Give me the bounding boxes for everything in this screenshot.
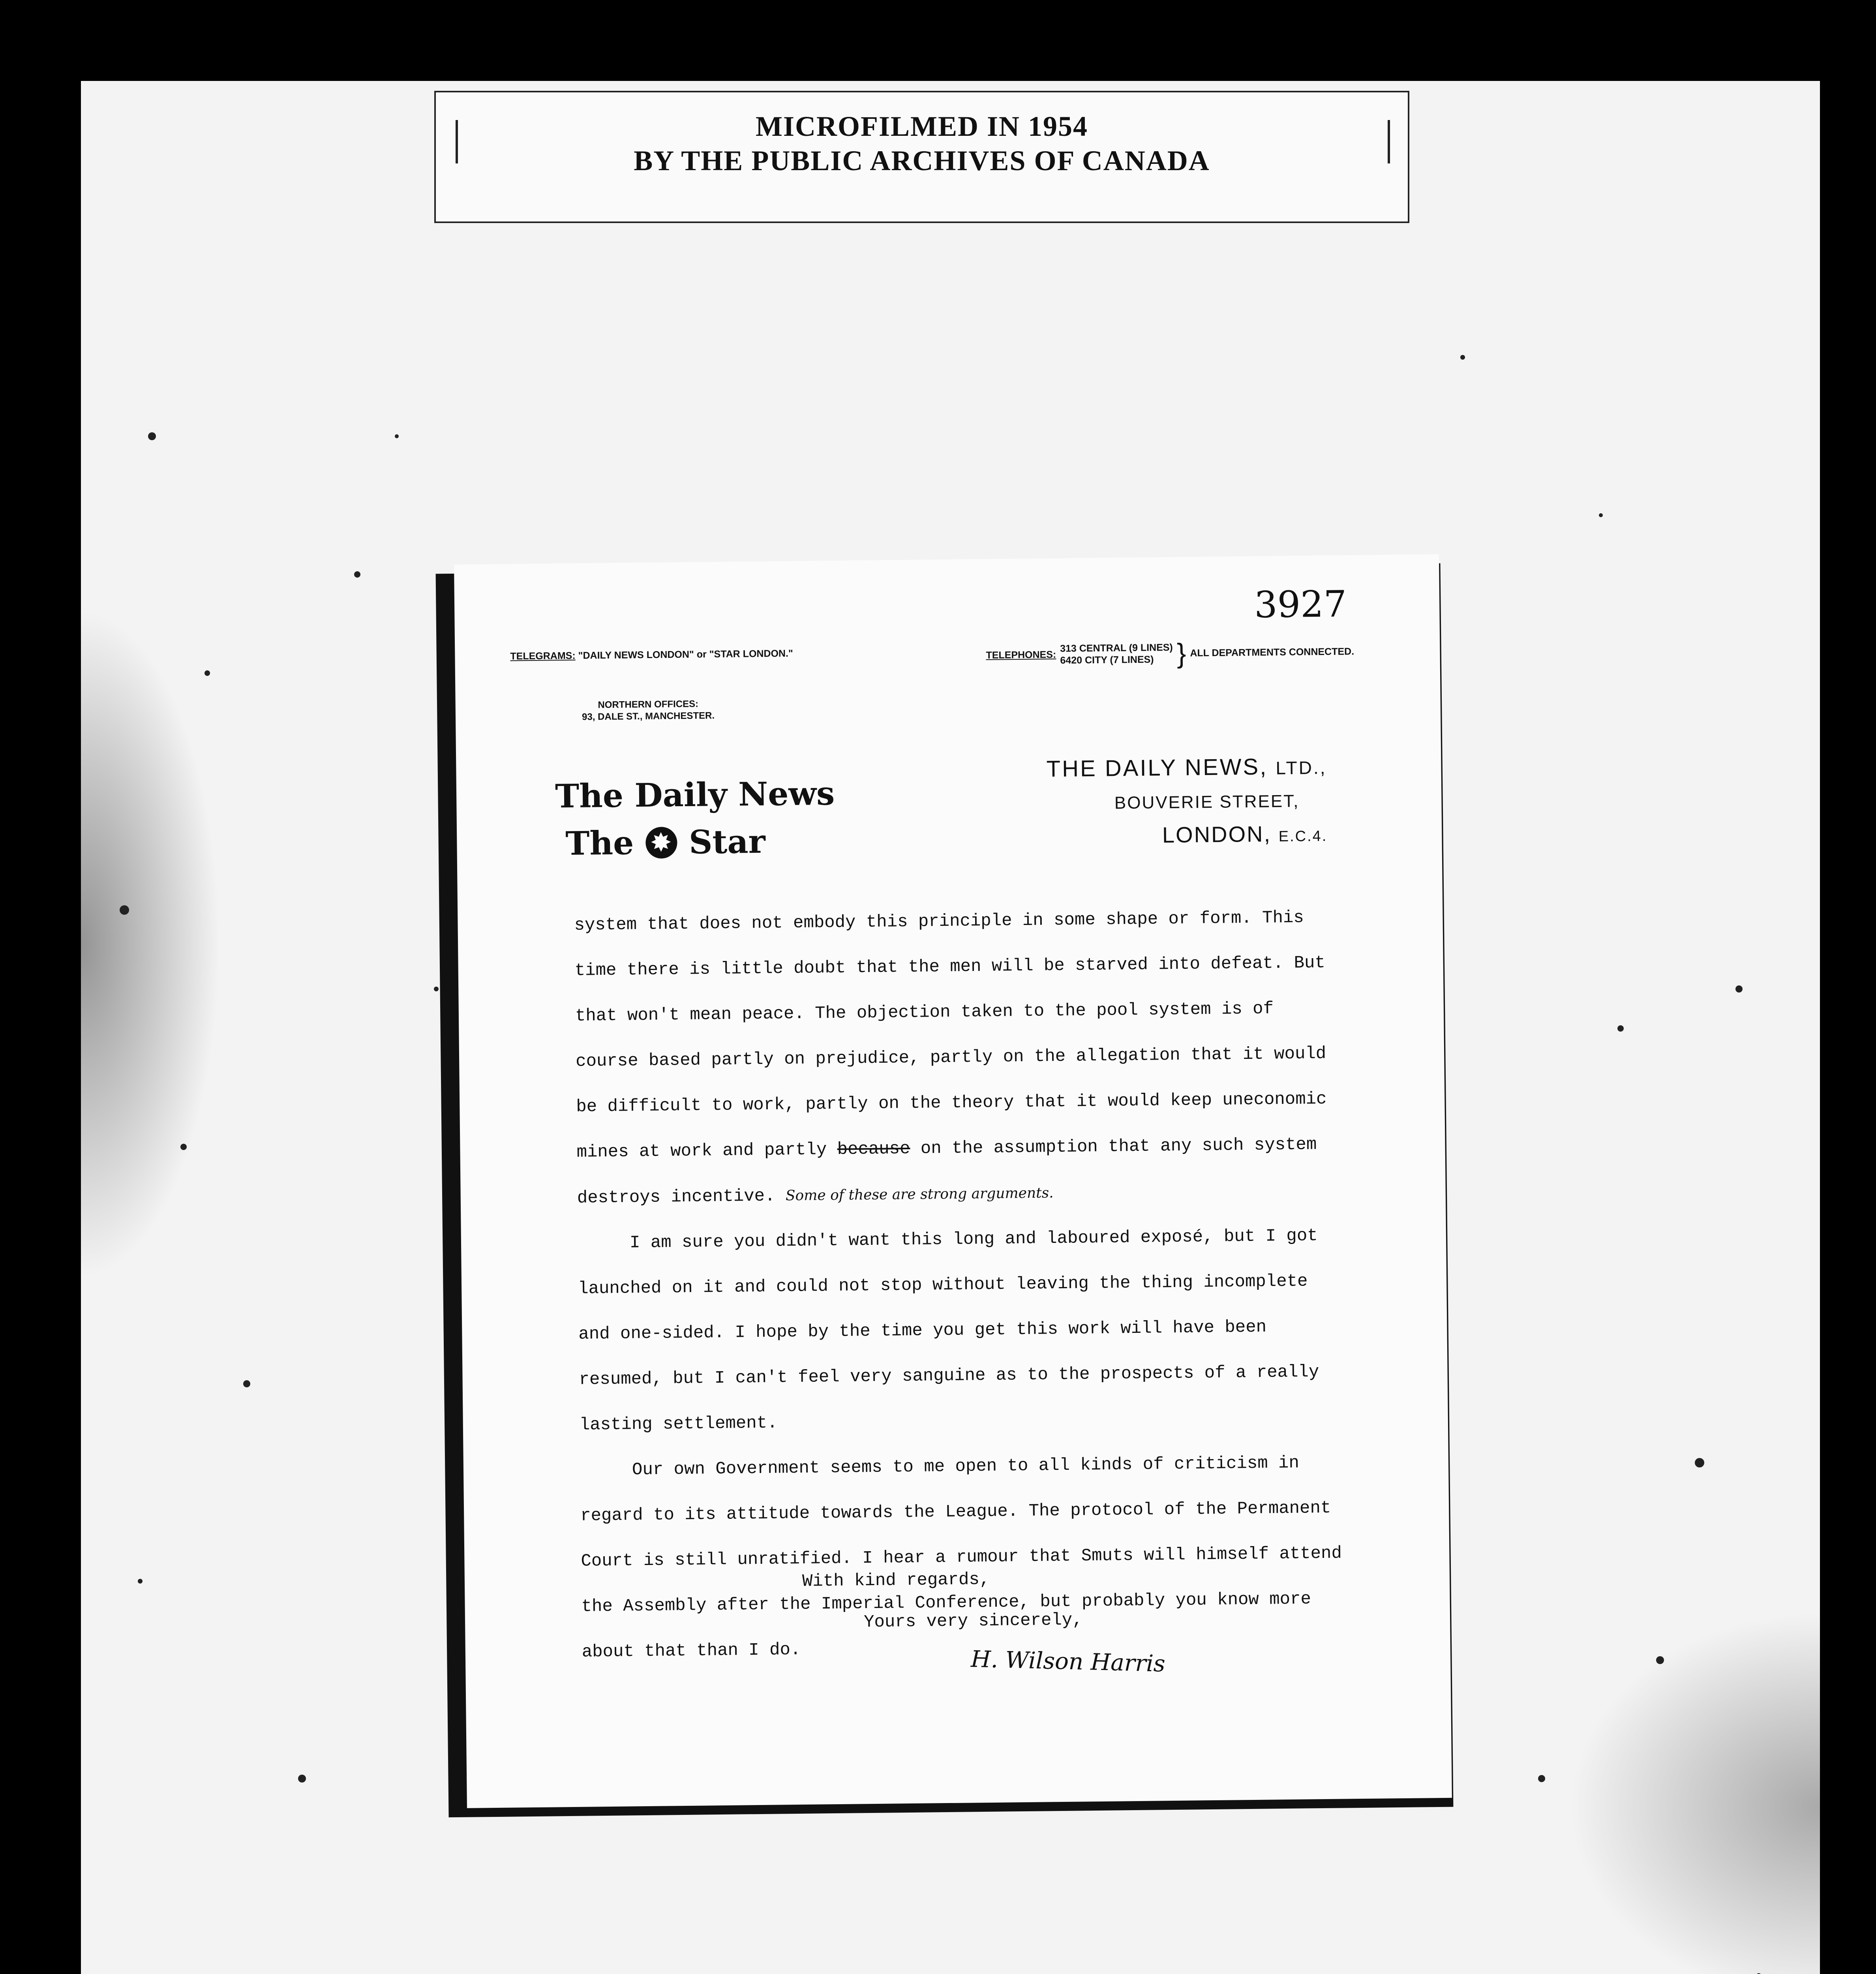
newspaper-masthead: [555, 770, 835, 867]
document-number: 3927: [1254, 583, 1347, 626]
telegrams-label: TELEGRAMS:: [510, 650, 576, 662]
northern-offices-label: NORTHERN OFFICES:: [598, 698, 699, 711]
handwritten-note: Some of these are strong arguments.: [785, 1185, 1054, 1204]
northern-offices-address: 93, DALE ST., MANCHESTER.: [582, 710, 715, 722]
northern-offices: [582, 698, 715, 723]
valediction: Yours very sincerely,: [863, 1610, 1083, 1632]
paragraph-1-text-b: on the assumption that any such system destroys incentive.: [577, 1134, 1327, 1208]
telephones-label: TELEPHONES:: [986, 649, 1056, 661]
telegrams-info: [510, 648, 793, 662]
star-emblem-icon: [645, 827, 677, 859]
company-city: LONDON,: [1162, 821, 1272, 848]
company-postcode: E.C.4.: [1278, 828, 1328, 845]
struck-word: because: [837, 1139, 910, 1160]
company-name-line: [1046, 753, 1326, 782]
telegrams-value: "DAILY NEWS LONDON" or "STAR LONDON.": [578, 648, 793, 661]
header-left-tick: [456, 120, 458, 163]
telephone-line-1: 313 CENTRAL (9 LINES): [1060, 642, 1173, 654]
company-street: BOUVERIE STREET,: [1114, 791, 1300, 813]
telephones-info: [986, 640, 1354, 667]
masthead-daily-news: The Daily News: [555, 774, 835, 816]
telephone-line-2: 6420 CITY (7 LINES): [1060, 654, 1154, 666]
company-city-line: [1047, 820, 1327, 849]
signature: H. Wilson Harris: [970, 1645, 1166, 1677]
telephones-note: ALL DEPARTMENTS CONNECTED.: [1190, 645, 1354, 659]
paragraph-1: [574, 895, 1347, 1221]
masthead-the: The: [565, 824, 634, 863]
masthead-star-row: [555, 817, 835, 867]
closing-line: With kind regards,: [802, 1569, 990, 1591]
letter-body: [574, 895, 1352, 1675]
brace-glyph: }: [1176, 638, 1186, 669]
company-suffix: LTD.,: [1276, 757, 1327, 779]
company-name: THE DAILY NEWS,: [1046, 754, 1268, 782]
archive-header-line2: BY THE PUBLIC ARCHIVES OF CANADA: [634, 145, 1210, 176]
header-right-tick: [1388, 120, 1390, 163]
archive-header-line1: MICROFILMED IN 1954: [756, 111, 1088, 142]
paragraph-2: I am sure you didn't want this long and laboured exposé, but I got launched on it and could not stop without leaving the thing incomplete and one-sided. I hope by the time you get this work will have been resumed, but I can't feel very sanguine as to the prospects of a really lasting settlement.: [577, 1225, 1330, 1435]
company-address: [1046, 753, 1327, 849]
telephone-lines: [1060, 642, 1173, 666]
archive-header: [434, 91, 1409, 223]
paragraph-1-text-a: system that does not embody this principle in some shape or form. This time there is little doubt that the men will be starved into defeat. But that won't mean peace. The objection taken to the pool system is of course based partly on prejudice, partly on the allegation that it would be difficult to work, partly on the theory that it would keep uneconomic mines at work and partly: [574, 908, 1338, 1162]
masthead-star: Star: [688, 822, 766, 861]
letterhead-contact-row: [510, 638, 1381, 669]
letter-page: [454, 554, 1452, 1808]
paragraph-3: Our own Government seems to me open to all kinds of criticism in regard to its attitude towards the League. The protocol of the Permanent Court is still unratified. I hear a rumour that Smuts will himself attend the Assembly after the Imperial Conference, but probably you know more about that than I do.: [580, 1453, 1353, 1662]
